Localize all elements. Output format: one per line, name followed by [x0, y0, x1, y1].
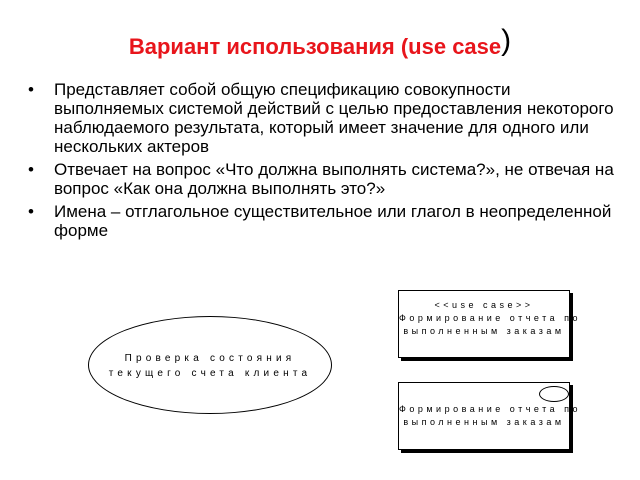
slide-title — [0, 24, 640, 62]
stereotype-box-label — [399, 299, 581, 338]
use-case-stereotype-box — [398, 290, 581, 358]
stereotype-box-line-2: выполненным заказам — [403, 326, 565, 336]
bullet-text: Отвечает на вопрос «Что должна выполнять система?», не отвечая на вопрос «Как она должна выполнять это?» — [54, 160, 614, 198]
icon-box-line-2: выполненным заказам — [403, 417, 565, 427]
bullet-text: Представляет собой общую спецификацию совокупности выполняемых системой действий с целью предоставления некоторого наблюдаемого результата, который имеет значение для одного или нескольких актеров — [54, 80, 614, 156]
bullet-text: Имена – отглагольное существительное или глагол в неопределенной форме — [54, 202, 612, 240]
bullet-item — [26, 202, 616, 240]
bullet-dot-icon: • — [28, 80, 34, 99]
ellipse-label-line-2: текущего счета клиента — [108, 368, 312, 379]
use-case-icon-box — [398, 382, 581, 450]
bullet-list — [26, 80, 616, 244]
bullet-item — [26, 160, 616, 198]
bullet-dot-icon: • — [28, 202, 34, 221]
slide-title-paren: ) — [501, 24, 512, 57]
slide-title-text: Вариант использования (use case — [128, 34, 502, 59]
icon-box-line-1: Формирование отчета по — [399, 404, 581, 414]
stereotype-label: <<use case>> — [434, 300, 534, 310]
bullet-item — [26, 80, 616, 156]
use-case-oval-icon — [539, 386, 569, 402]
use-case-ellipse-label — [89, 351, 331, 381]
stereotype-box-line-1: Формирование отчета по — [399, 313, 581, 323]
icon-box-label — [399, 403, 581, 429]
ellipse-label-line-1: Проверка состояния — [124, 353, 296, 364]
bullet-dot-icon: • — [28, 160, 34, 179]
use-case-ellipse — [88, 316, 332, 414]
